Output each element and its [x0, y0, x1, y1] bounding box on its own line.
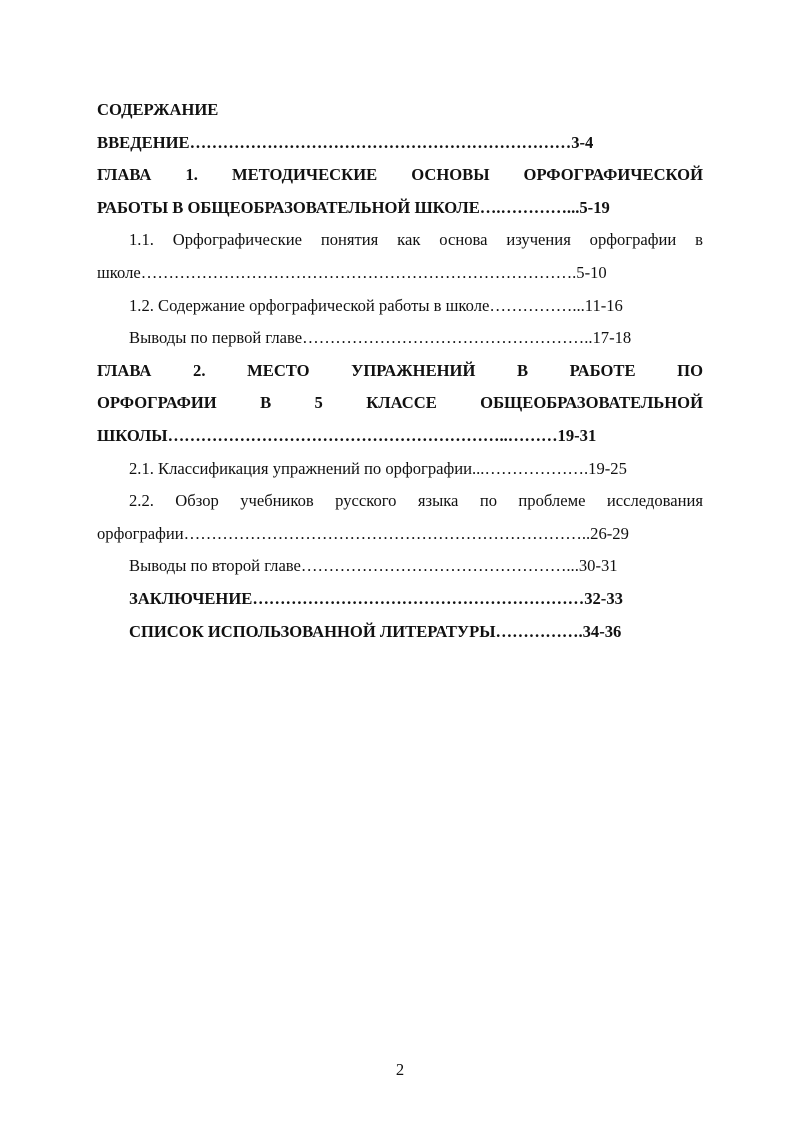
toc-heading: СОДЕРЖАНИЕ: [97, 100, 219, 119]
toc-entry-chapter-2-line-1: ГЛАВА 2. МЕСТО УПРАЖНЕНИЙ В РАБОТЕ ПО: [97, 360, 703, 380]
toc-entry-section-1-1-line-2: школе…………………………………………………………………….5-10: [97, 262, 607, 282]
toc-entry-chapter-1-line-1: ГЛАВА 1. МЕТОДИЧЕСКИЕ ОСНОВЫ ОРФОГРАФИЧЕСКОЙ: [97, 165, 703, 185]
toc-entry-chapter-2-line-2: ОРФОГРАФИИ В 5 КЛАССЕ ОБЩЕОБРАЗОВАТЕЛЬНОЙ: [97, 393, 703, 413]
toc-entry-chapter-2-line-3: ШКОЛЫ……………………………………………………..………19-31: [97, 425, 597, 445]
table-of-contents: [97, 94, 703, 648]
toc-entry-introduction: ВВЕДЕНИЕ……………………………………………………………3-4: [97, 132, 594, 152]
toc-entry-section-2-2-line-2: орфографии………………………………………………………………..26-29: [97, 523, 629, 543]
toc-entry-section-2-2-line-1: 2.2. Обзор учебников русского языка по проблеме исследования: [129, 491, 703, 511]
toc-entry-chapter-1-line-2: РАБОТЫ В ОБЩЕОБРАЗОВАТЕЛЬНОЙ ШКОЛЕ….…………...5-19: [97, 197, 610, 217]
page-number: 2: [395, 1060, 405, 1079]
toc-entry-bibliography: СПИСОК ИСПОЛЬЗОВАННОЙ ЛИТЕРАТУРЫ…………….34-36: [129, 621, 622, 641]
toc-entry-section-1-1-line-1: 1.1. Орфографические понятия как основа изучения орфографии в: [129, 230, 703, 250]
toc-entry-conclusions-chapter-2: Выводы по второй главе…………………………………………...30-31: [129, 556, 618, 576]
toc-entry-conclusions-chapter-1: Выводы по первой главе……………………………………………..17-18: [129, 328, 632, 348]
toc-entry-conclusion: ЗАКЛЮЧЕНИЕ……………………………………………………32-33: [129, 588, 623, 608]
toc-entry-section-2-1: 2.1. Классификация упражнений по орфографии...……………….19-25: [129, 458, 627, 478]
toc-entry-section-1-2: 1.2. Содержание орфографической работы в школе……………...11-16: [129, 295, 623, 315]
